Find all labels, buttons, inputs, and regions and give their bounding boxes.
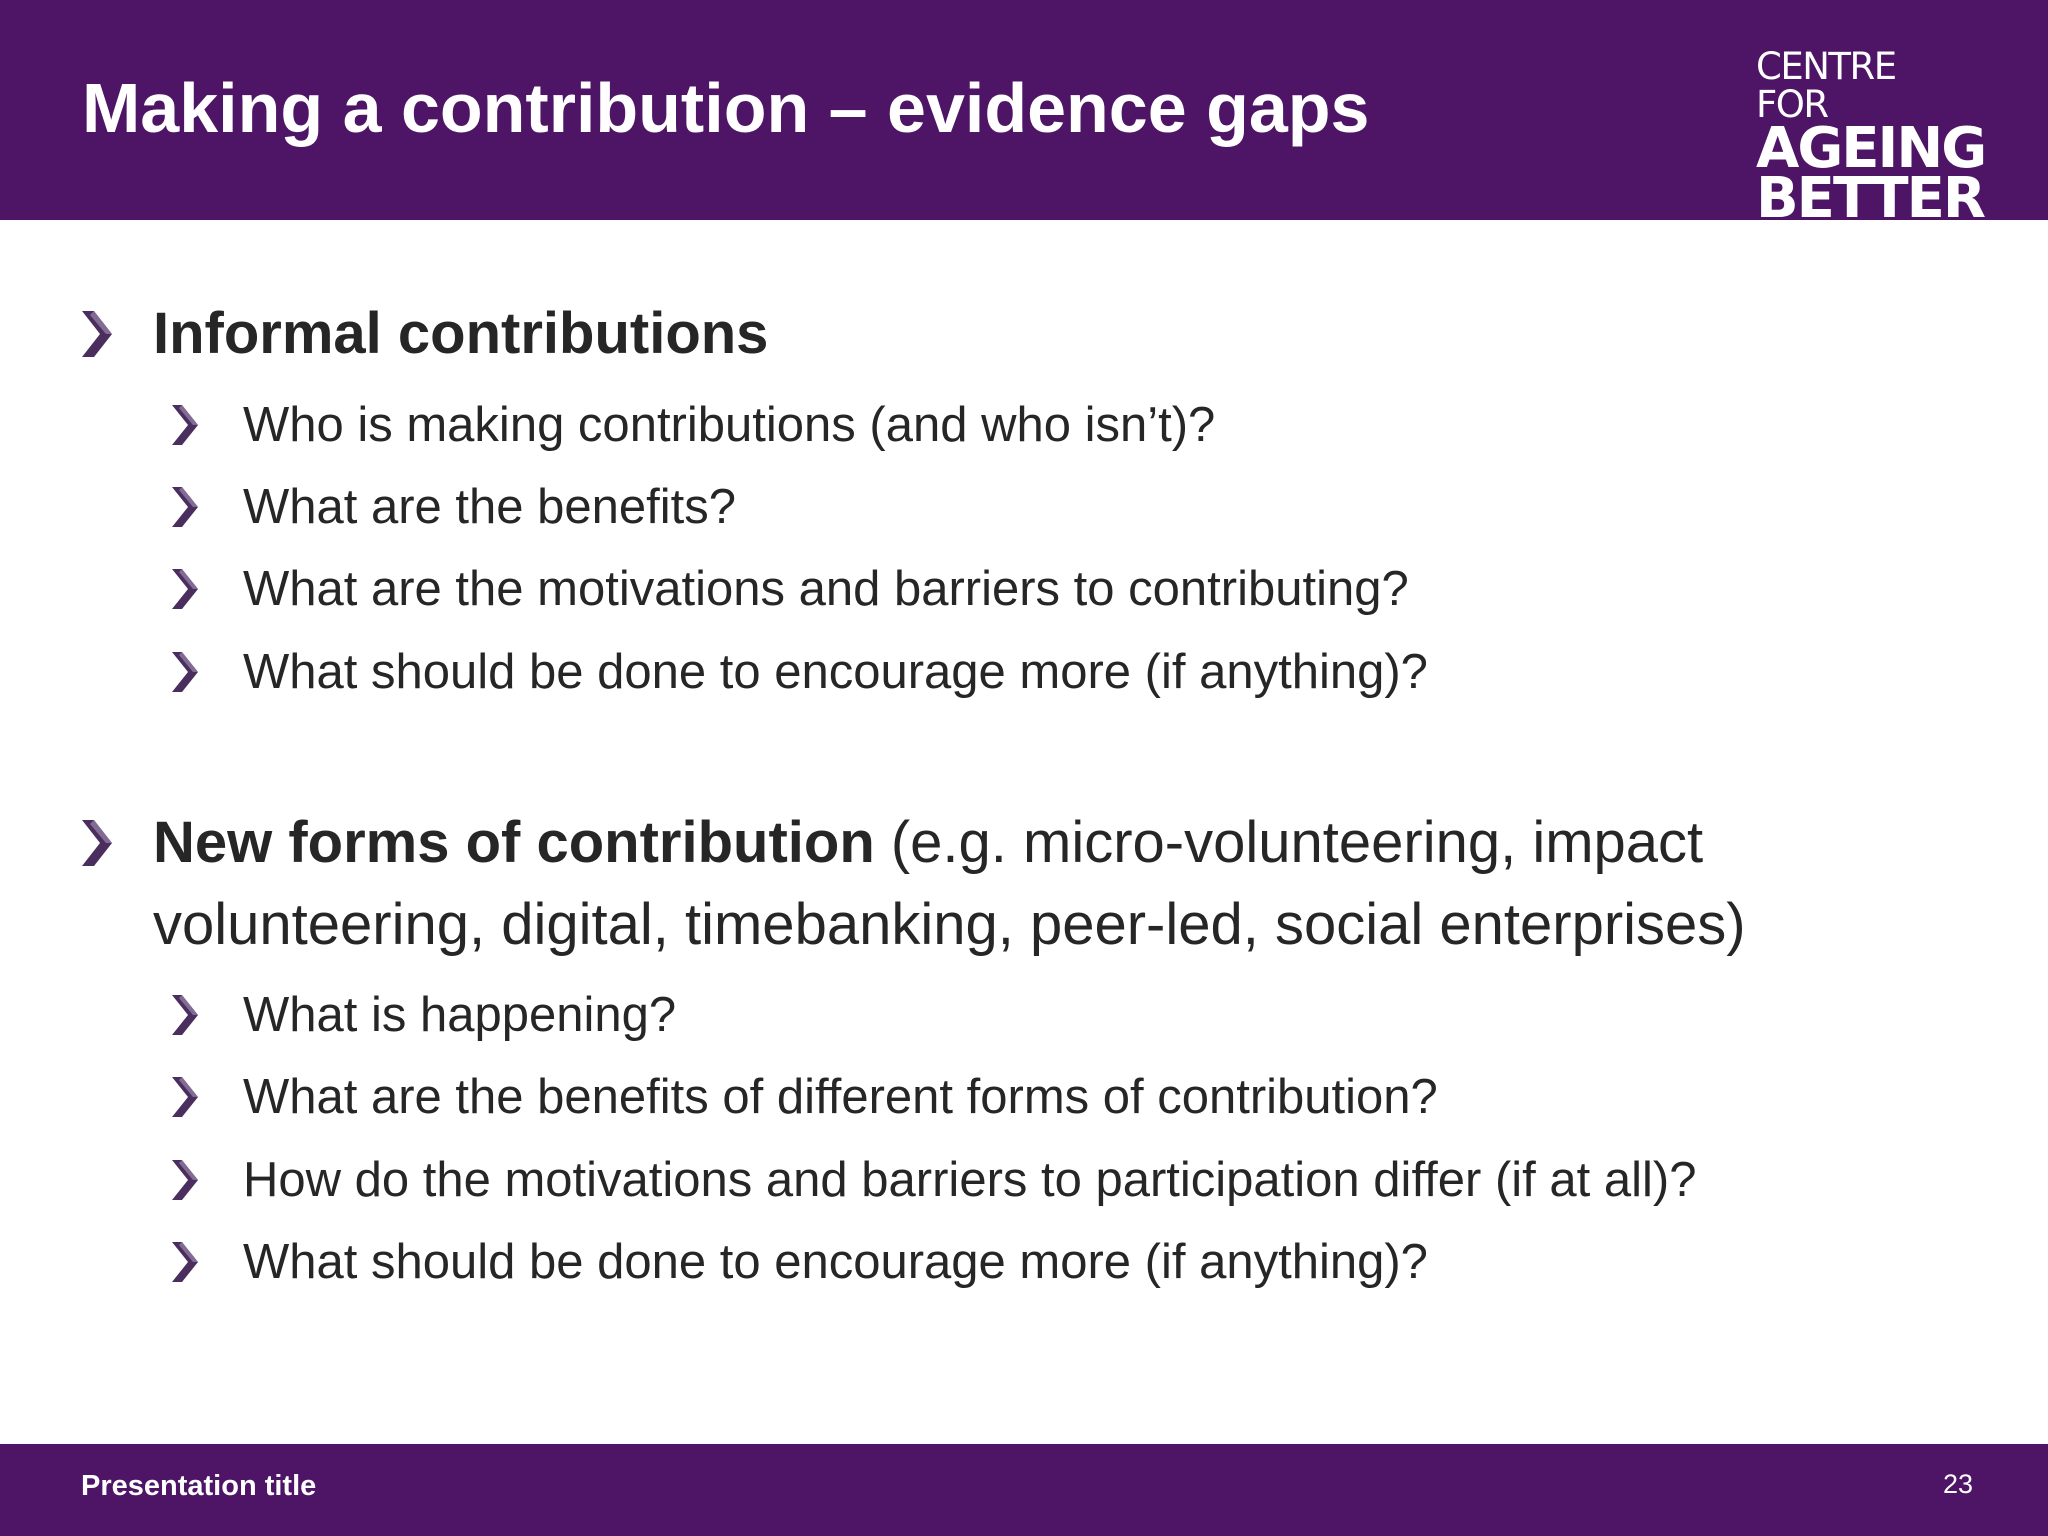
chevron-right-icon <box>170 1160 200 1200</box>
chevron-right-icon <box>170 487 200 527</box>
chevron-right-icon <box>170 405 200 445</box>
logo-line-centre-for: CENTRE FOR <box>1756 45 1896 126</box>
chevron-right-icon <box>80 820 114 866</box>
section-heading <box>153 802 1993 966</box>
list-item: What are the motivations and barriers to contributing? <box>243 562 1409 616</box>
slide-title: Making a contribution – evidence gaps <box>82 69 1370 147</box>
chevron-right-icon <box>170 1077 200 1117</box>
chevron-right-icon <box>170 995 200 1035</box>
page-number: 23 <box>1942 1469 1973 1499</box>
section-heading-bold: New forms of contribution <box>153 810 875 875</box>
list-item: What should be done to encourage more (if anything)? <box>243 1235 1428 1289</box>
presentation-title: Presentation title <box>81 1470 317 1502</box>
list-item: What are the benefits? <box>243 480 737 534</box>
list-item: What should be done to encourage more (if anything)? <box>243 645 1428 699</box>
slide-content <box>0 220 2048 1444</box>
list-item: How do the motivations and barriers to participation differ (if at all)? <box>243 1153 1697 1207</box>
section-heading-bold: Informal contributions <box>153 301 769 366</box>
footer-bar <box>0 1444 2048 1536</box>
chevron-right-icon <box>170 569 200 609</box>
header-bar <box>0 0 2048 231</box>
chevron-right-icon <box>170 652 200 692</box>
section-heading-rest: (e.g. micro-volunteering, impact volunteering, digital, timebanking, peer-led, social enterprises) <box>153 810 1746 957</box>
list-item: What are the benefits of different forms of contribution? <box>243 1070 1438 1124</box>
list-item: What is happening? <box>243 988 677 1042</box>
section-heading <box>153 293 1993 375</box>
list-item: Who is making contributions (and who isn’t)? <box>243 398 1216 452</box>
logo-line-better: BETTER <box>1756 166 1984 231</box>
centre-for-ageing-better-logo <box>1756 45 1986 231</box>
chevron-right-icon <box>170 1242 200 1282</box>
logo-line-ageing: AGEING <box>1756 116 1986 181</box>
chevron-right-icon <box>80 311 114 357</box>
